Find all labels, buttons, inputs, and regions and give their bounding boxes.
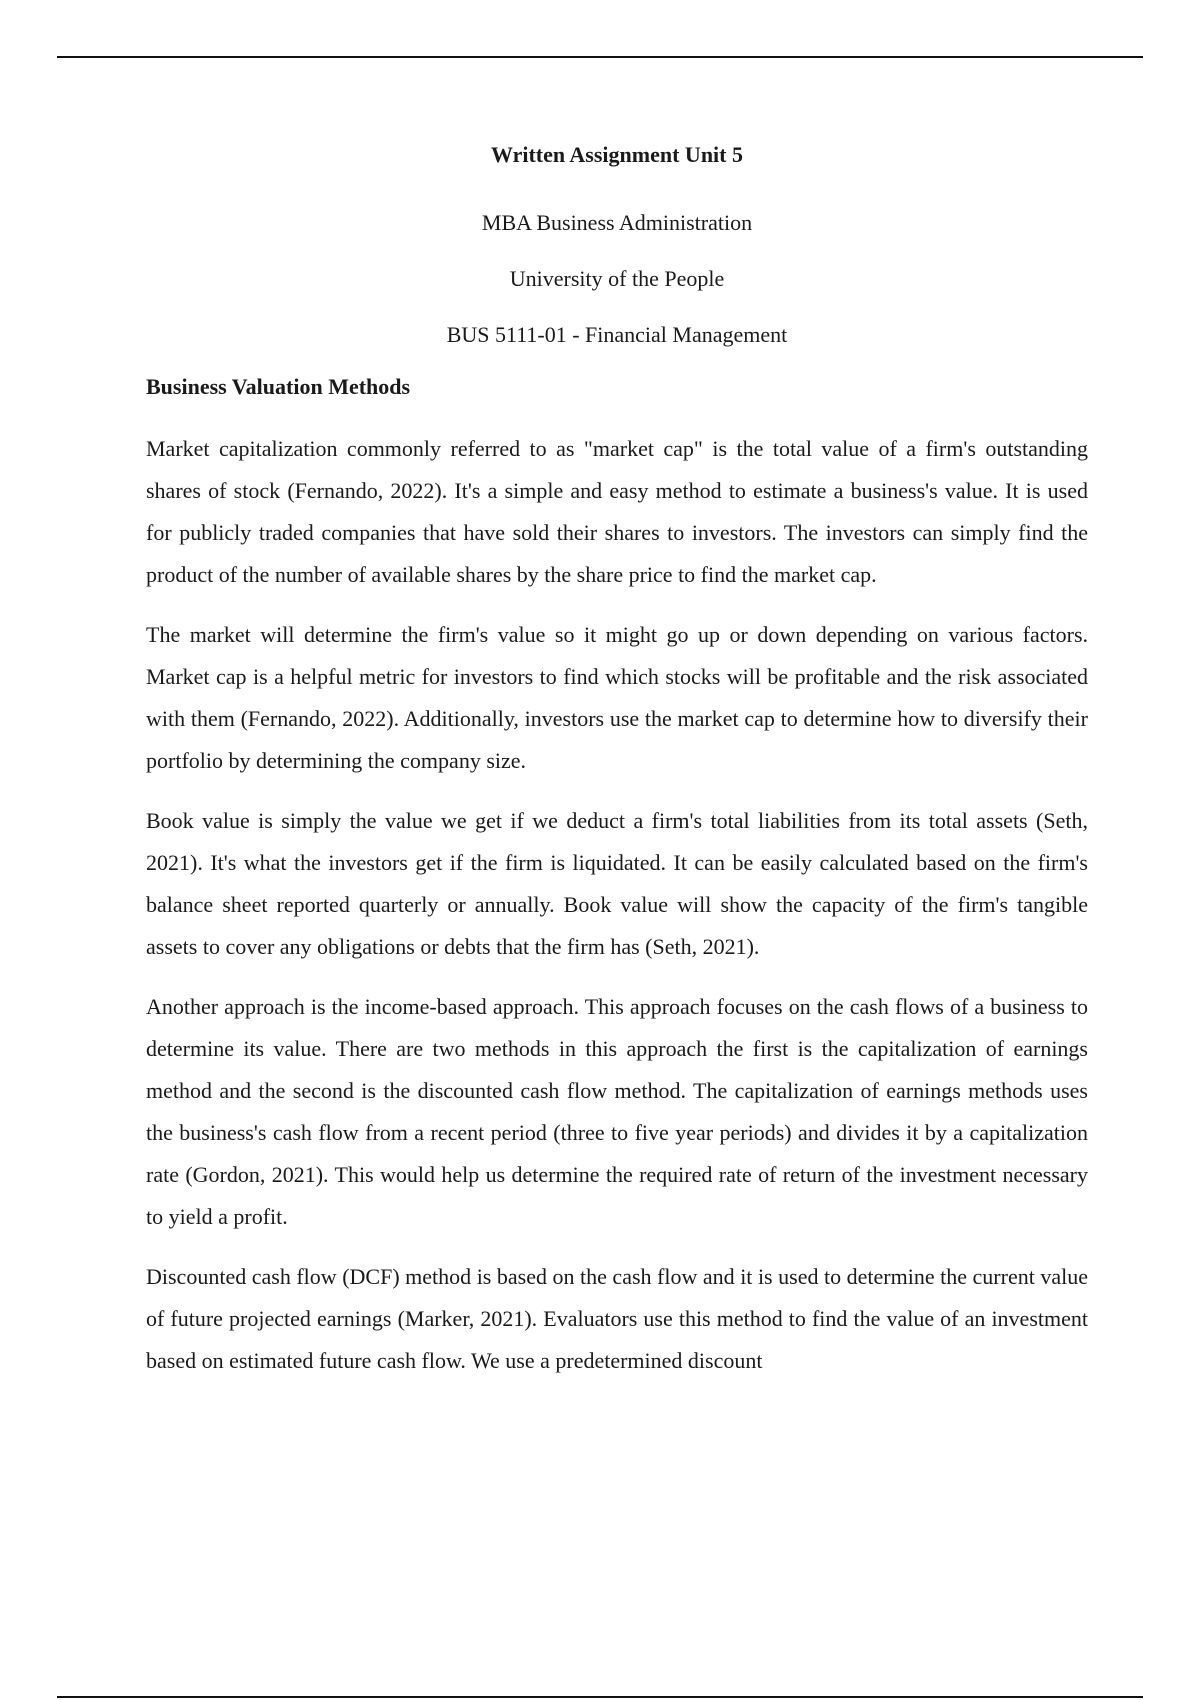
paragraph-income-approach: Another approach is the income-based approach. This approach focuses on the cash flows of a business to determine its value. There are two methods in this approach the first is the capitalization of earnings method and the second is the discounted cash flow method. The capitalization of earnings methods uses the business's cash flow from a recent period (three to five year periods) and divides it by a capitalization rate (Gordon, 2021). This would help us determine the required rate of return of the investment necessary to yield a profit. xyxy=(146,994,1088,1229)
document-page xyxy=(146,140,1088,1400)
bottom-rule xyxy=(57,1696,1143,1698)
university-name: University of the People xyxy=(509,266,725,291)
paragraph-book-value: Book value is simply the value we get if we deduct a firm's total liabilities from its total assets (Seth, 2021). It's what the investors get if the firm is liquidated. It can be easily calculated based on the firm's balance sheet reported quarterly or annually. Book value will show the capacity of the firm's tangible assets to cover any obligations or debts that the firm has (Seth, 2021). xyxy=(146,808,1088,959)
paragraph-market-value: The market will determine the firm's value so it might go up or down depending on various factors. Market cap is a helpful metric for investors to find which stocks will be profitable and the risk associated with them (Fernando, 2022). Additionally, investors use the market cap to determine how to diversify their portfolio by determining the company size. xyxy=(146,622,1088,773)
top-rule xyxy=(57,56,1143,58)
document-title: Written Assignment Unit 5 xyxy=(491,142,743,167)
course-name: BUS 5111-01 - Financial Management xyxy=(446,322,788,347)
paragraph-dcf: Discounted cash flow (DCF) method is based on the cash flow and it is used to determine the current value of future projected earnings (Marker, 2021). Evaluators use this method to find the value of an investment based on estimated future cash flow. We use a predetermined discount xyxy=(146,1264,1088,1373)
section-heading: Business Valuation Methods xyxy=(146,374,411,399)
program-name: MBA Business Administration xyxy=(481,210,753,235)
paragraph-market-cap: Market capitalization commonly referred to as "market cap" is the total value of a firm's outstanding shares of stock (Fernando, 2022). It's a simple and easy method to estimate a business's value. It is used for publicly traded companies that have sold their shares to investors. The investors can simply find the product of the number of available shares by the share price to find the market cap. xyxy=(146,436,1088,587)
